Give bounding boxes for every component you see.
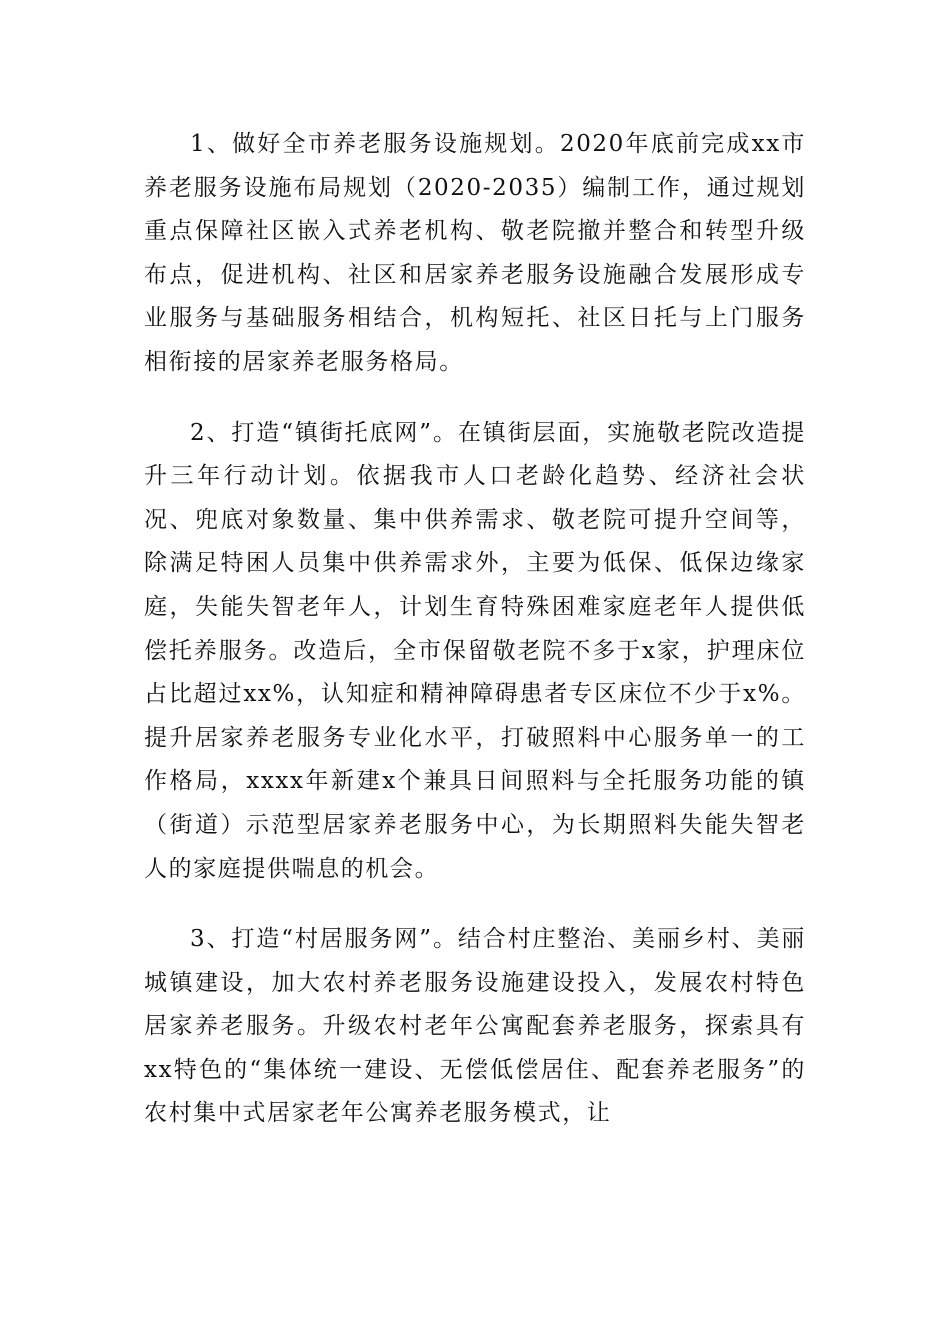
paragraph-village-service-network: 3、打造“村居服务网”。结合村庄整治、美丽乡村、美丽城镇建设，加大农村养老服务设施建设投入，发展农村特色居家养老服务。升级农村老年公寓配套养老服务，探索具有xx特色的“集体统一建设、无偿低偿居住、配套养老服务”的农村集中式居家老年公寓养老服务模式，让 [144, 926, 806, 1127]
paragraph-town-street-network: 2、打造“镇街托底网”。在镇街层面，实施敬老院改造提升三年行动计划。依据我市人口老龄化趋势、经济社会状况、兜底对象数量、集中供养需求、敬老院可提升空间等，除满足特困人员集中供养需求外，主要为低保、低保边缘家庭，失能失智老年人，计划生育特殊困难家庭老年人提供低偿托养服务。改造后，全市保留敬老院不多于x家，护理床位占比超过xx%，认知症和精神障碍患者专区床位不少于x%。提升居家养老服务专业化水平，打破照料中心服务单一的工作格局，xxxx年新建x个兼具日间照料与全托服务功能的镇（街道）示范型居家养老服务中心，为长期照料失能失智老人的家庭提供喘息的机会。 [144, 419, 806, 882]
paragraph-facility-planning: 1、做好全市养老服务设施规划。2020年底前完成xx市养老服务设施布局规划（2020-2035）编制工作，通过规划重点保障社区嵌入式养老机构、敬老院撤并整合和转型升级布点，促进机构、社区和居家养老服务设施融合发展形成专业服务与基础服务相结合，机构短托、社区日托与上门服务相衔接的居家养老服务格局。 [144, 131, 806, 375]
document-body [144, 123, 806, 1163]
